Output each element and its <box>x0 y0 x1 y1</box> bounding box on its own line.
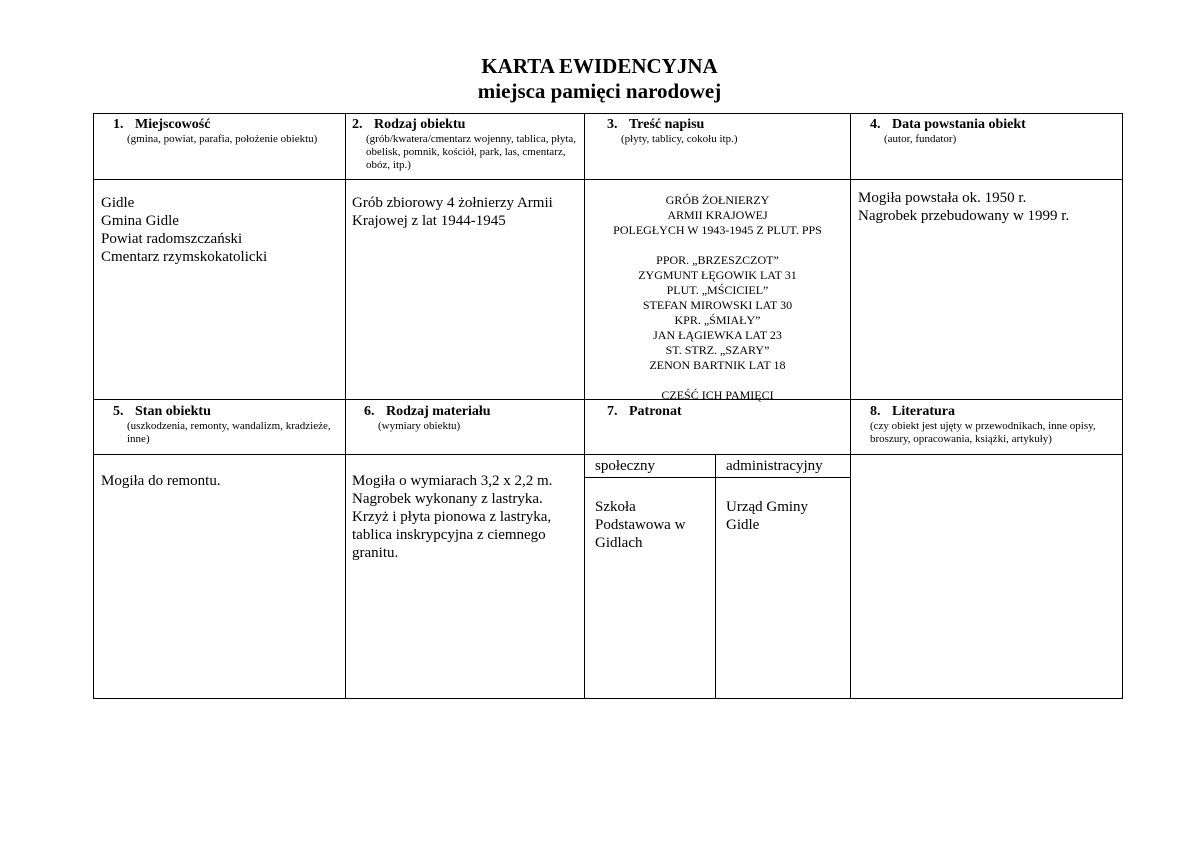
row-divider <box>93 179 1123 180</box>
header-rodzaj-materialu: 6. Rodzaj materiału (wymiary obiektu) <box>364 404 491 432</box>
stan-obiektu-value: Mogiła do remontu. <box>101 473 221 489</box>
header-miejscowosc: 1. Miejscowość (gmina, powiat, parafia, położenie obiektu) <box>113 117 318 145</box>
column-divider <box>850 113 851 699</box>
table-border-bottom <box>93 698 1123 699</box>
document-title <box>0 54 1199 104</box>
header-tresc-napisu: 3. Treść napisu (płyty, tablicy, cokołu itp.) <box>607 117 738 145</box>
header-stan-obiektu: 5. Stan obiektu (uszkodzenia, remonty, wandalizm, kradzieże, inne) <box>113 404 331 445</box>
rodzaj-obiektu-value: Grób zbiorowy 4 żołnierzy Armii Krajowej z lat 1944-1945 <box>352 195 553 229</box>
table-border-top <box>93 113 1123 114</box>
table-border-left <box>93 113 94 699</box>
patronat-divider <box>715 454 716 699</box>
column-divider <box>345 113 346 699</box>
rodzaj-materialu-value: Mogiła o wymiarach 3,2 x 2,2 m. Nagrobek wykonany z lastryka. Krzyż i płyta pionowa z lastryka, tablica inskrypcyjna z ciemnego granitu. <box>352 473 553 561</box>
title-line-1: KARTA EWIDENCYJNA <box>481 54 718 78</box>
miejscowosc-value: Gidle Gmina Gidle Powiat radomszczański Cmentarz rzymskokatolicki <box>101 195 268 265</box>
title-line-2: miejsca pamięci narodowej <box>477 79 722 103</box>
data-powstania-value: Mogiła powstała ok. 1950 r. Nagrobek przebudowany w 1999 r. <box>858 190 1070 224</box>
inscription-text: GRÓB ŻOŁNIERZY ARMII KRAJOWEJ POLEGŁYCH W 1943-1945 Z PLUT. PPS PPOR. „BRZESZCZOT” ZYGMUNT ŁĘGOWIK LAT 31 PLUT. „MŚCICIEL” STEFAN MIROWSKI LAT 30 KPR. „ŚMIAŁY” JAN ŁĄGIEWKA LAT 23 ST. STRZ. „SZARY” ZENON BARTNIK LAT 18 CZEŚĆ ICH PAMIĘCI <box>613 193 822 402</box>
patronat-administracyjny-label: administracyjny <box>726 458 823 474</box>
header-patronat: 7. Patronat <box>607 404 682 419</box>
header-literatura: 8. Literatura (czy obiekt jest ujęty w przewodnikach, inne opisy, broszury, opracowania, książki, artykuły) <box>870 404 1096 445</box>
patronat-spoleczny-value: Szkoła Podstawowa w Gidlach <box>595 499 686 551</box>
table-border-right <box>1122 113 1123 699</box>
row-divider <box>93 454 1123 455</box>
header-data-powstania: 4. Data powstania obiekt (autor, fundator) <box>870 117 1026 145</box>
header-rodzaj-obiektu: 2. Rodzaj obiektu (grób/kwatera/cmentarz wojenny, tablica, płyta, obelisk, pomnik, kościół, park, las, cmentarz, obóz, itp.) <box>352 117 577 171</box>
patronat-administracyjny-value: Urząd Gminy Gidle <box>726 499 809 533</box>
patronat-spoleczny-label: społeczny <box>595 458 655 474</box>
patronat-subheader-divider <box>584 477 850 478</box>
